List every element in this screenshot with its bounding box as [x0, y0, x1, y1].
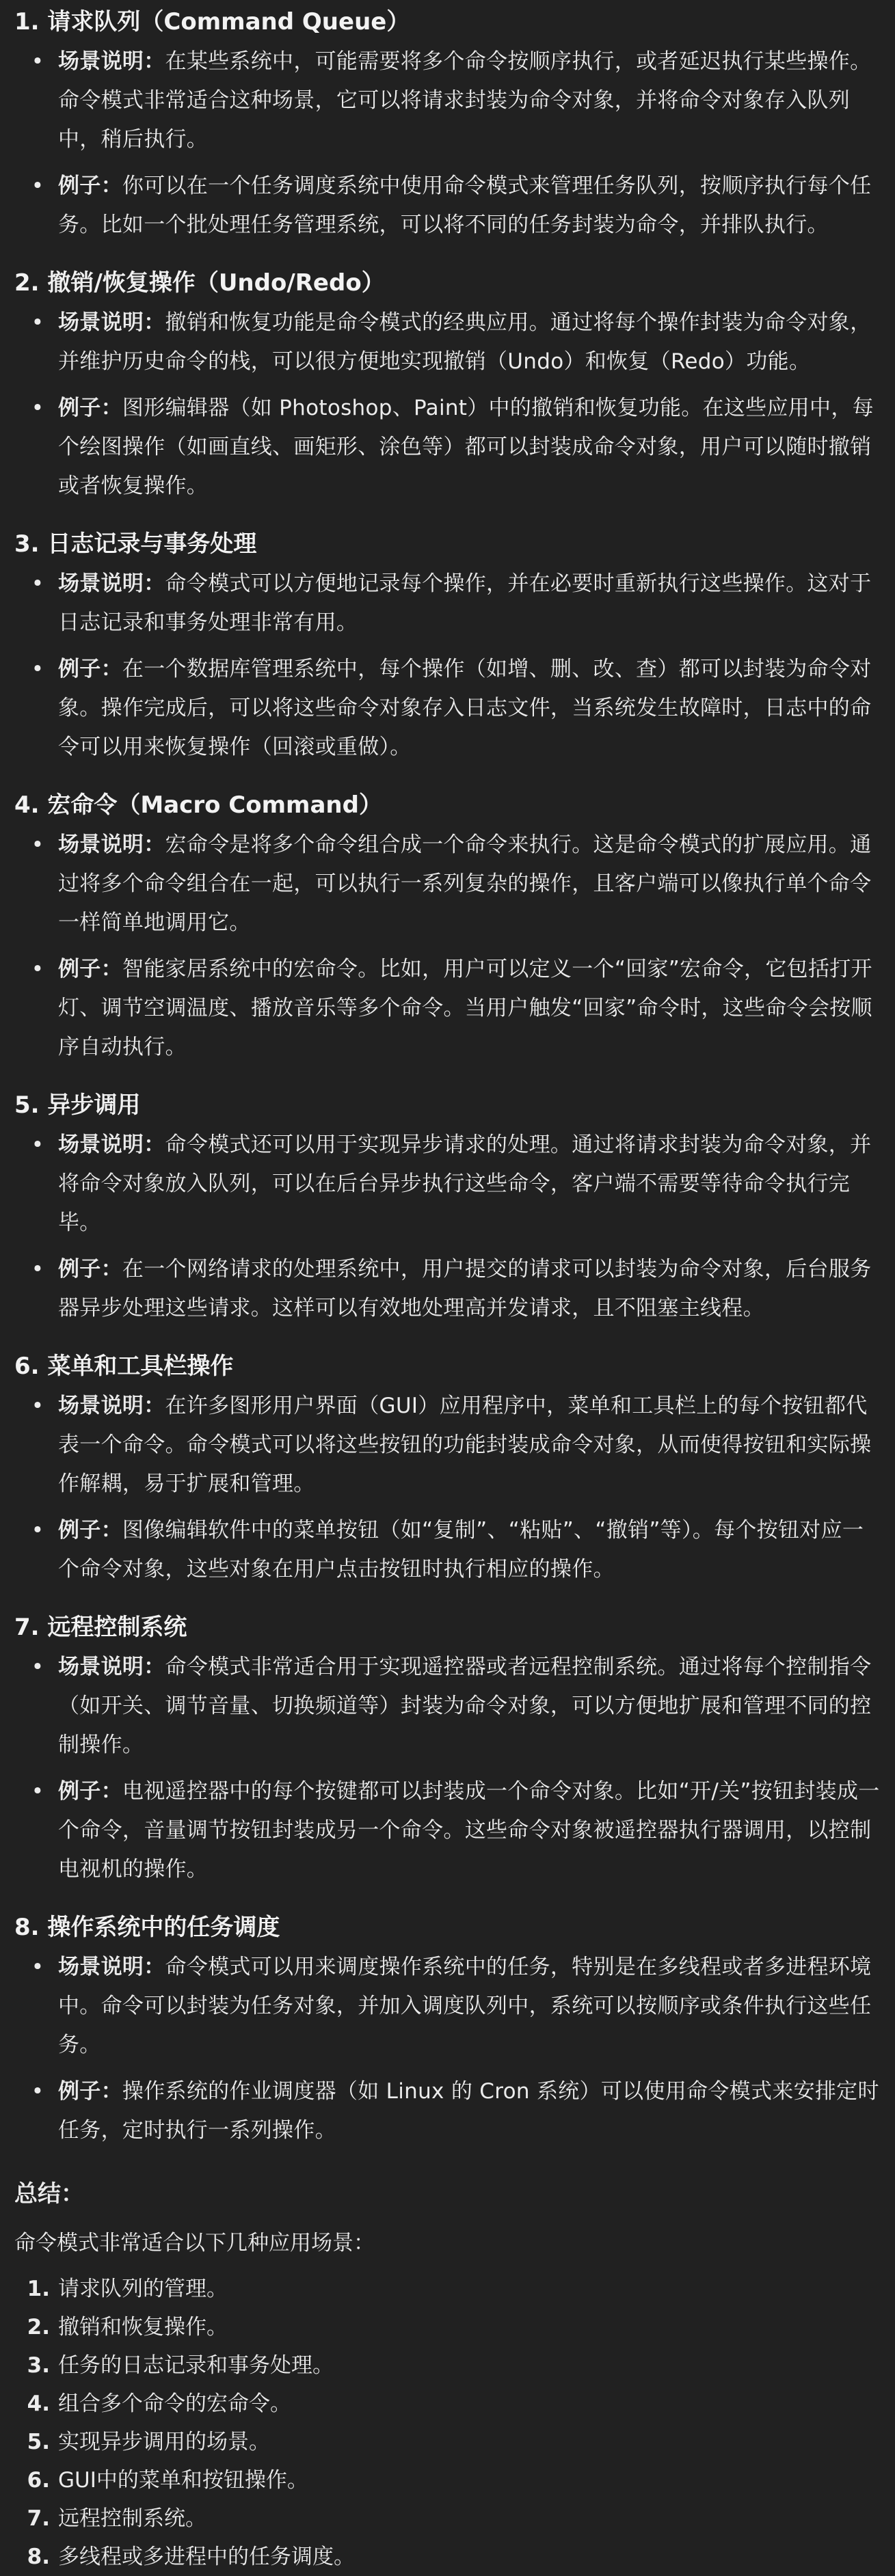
label-separator: ： — [101, 2079, 122, 2104]
item-label: 场景说明 — [58, 571, 144, 596]
item-text: 图形编辑器（如 Photoshop、Paint）中的撤销和恢复功能。在这些应用中，每个绘图操作（如画直线、画矩形、涂色等）都可以封装成命令对象，用户可以随时撤销或者恢复操作。 — [58, 396, 874, 498]
item-number: 5. — [27, 2430, 50, 2454]
section-macro-command — [14, 785, 881, 1067]
item-text: 在一个数据库管理系统中，每个操作（如增、删、改、查）都可以封装为命令对象。操作完成后，可以将这些命令对象存入日志文件，当系统发生故障时，日志中的命令可以用来恢复操作（回滚或重做）。 — [58, 657, 872, 759]
section-undo-redo — [14, 262, 881, 506]
section-menu-toolbar — [14, 1346, 881, 1589]
label-separator: ： — [101, 1257, 122, 1282]
item-text: 你可以在一个任务调度系统中使用命令模式来管理任务队列，按顺序执行每个任务。比如一个批处理任务管理系统，可以将不同的任务封装为命令，并排队执行。 — [58, 174, 872, 237]
label-separator: ： — [101, 957, 122, 981]
section-request-queue — [14, 1, 881, 245]
label-separator: ： — [144, 1955, 165, 1979]
section-logging-transactions — [14, 524, 881, 767]
list-item — [31, 42, 881, 159]
item-text: 命令模式还可以用于实现异步请求的处理。通过将请求封装为命令对象，并将命令对象放入队列，可以在后台异步执行这些命令，客户端不需要等待命令执行完毕。 — [58, 1133, 872, 1235]
item-label: 例子 — [58, 1779, 101, 1804]
bullet-list — [14, 1387, 881, 1589]
summary-item — [27, 2346, 881, 2385]
label-separator: ： — [101, 396, 122, 420]
label-separator: ： — [101, 1779, 122, 1804]
list-item — [31, 826, 881, 943]
bullet-icon: • — [31, 957, 44, 981]
list-item — [31, 2072, 881, 2150]
item-label: 例子 — [58, 657, 101, 681]
item-text: 实现异步调用的场景。 — [58, 2430, 270, 2454]
item-label: 例子 — [58, 396, 101, 420]
bullet-icon: • — [31, 1518, 44, 1543]
list-item — [31, 303, 881, 381]
section-title: 6. 菜单和工具栏操作 — [14, 1353, 234, 1380]
item-text: 图像编辑软件中的菜单按钮（如“复制”、“粘贴”、“撤销”等）。每个按钮对应一个命令对象，这些对象在用户点击按钮时执行相应的操作。 — [58, 1518, 864, 1582]
item-label: 例子 — [58, 957, 101, 981]
section-title: 1. 请求队列（Command Queue） — [14, 8, 410, 36]
item-label: 场景说明 — [58, 1133, 144, 1157]
bullet-icon: • — [31, 1655, 44, 1679]
bullet-icon: • — [31, 49, 44, 74]
item-text: 命令模式可以方便地记录每个操作，并在必要时重新执行这些操作。这对于日志记录和事务处理非常有用。 — [58, 571, 872, 635]
label-separator: ： — [144, 1655, 165, 1679]
label-separator: ： — [101, 657, 122, 681]
item-text: 在一个网络请求的处理系统中，用户提交的请求可以封装为命令对象，后台服务器异步处理这些请求。这样可以有效地处理高并发请求，且不阻塞主线程。 — [58, 1257, 872, 1320]
summary-item — [27, 2538, 881, 2576]
label-separator: ： — [144, 49, 165, 74]
summary-item — [27, 2270, 881, 2308]
item-label: 例子 — [58, 2079, 101, 2104]
summary-item — [27, 2461, 881, 2499]
section-title: 3. 日志记录与事务处理 — [14, 530, 257, 558]
item-label: 例子 — [58, 1518, 101, 1543]
item-text: 在许多图形用户界面（GUI）应用程序中，菜单和工具栏上的每个按钮都代表一个命令。命令模式可以将这些按钮的功能封装成命令对象，从而使得按钮和实际操作解耦，易于扩展和管理。 — [58, 1394, 872, 1496]
summary-item — [27, 2308, 881, 2346]
item-text: 请求队列的管理。 — [58, 2277, 228, 2301]
list-item — [31, 1648, 881, 1765]
item-text: 组合多个命令的宏命令。 — [58, 2391, 291, 2416]
label-separator: ： — [144, 832, 165, 857]
bullet-icon: • — [31, 1394, 44, 1418]
summary-item — [27, 2385, 881, 2423]
bullet-list — [14, 42, 881, 245]
item-text: 任务的日志记录和事务处理。 — [58, 2353, 334, 2378]
section-title: 5. 异步调用 — [14, 1092, 141, 1119]
bullet-icon: • — [31, 571, 44, 596]
list-item — [31, 1250, 881, 1328]
list-item — [31, 1387, 881, 1504]
bullet-icon: • — [31, 174, 44, 198]
item-label: 场景说明 — [58, 1955, 144, 1979]
bullet-list — [14, 826, 881, 1067]
bullet-icon: • — [31, 1955, 44, 1979]
item-text: 撤销和恢复操作。 — [58, 2315, 228, 2340]
item-number: 7. — [27, 2506, 50, 2531]
bullet-icon: • — [31, 1133, 44, 1157]
item-text: 多线程或多进程中的任务调度。 — [58, 2545, 355, 2569]
list-item — [31, 565, 881, 642]
item-text: 宏命令是将多个命令组合成一个命令来执行。这是命令模式的扩展应用。通过将多个命令组合在一起，可以执行一系列复杂的操作，且客户端可以像执行单个命令一样简单地调用它。 — [58, 832, 872, 935]
bullet-icon: • — [31, 310, 44, 335]
list-item — [31, 1126, 881, 1243]
section-title: 7. 远程控制系统 — [14, 1614, 187, 1641]
label-separator: ： — [144, 310, 165, 335]
list-item — [31, 1948, 881, 2065]
bullet-icon: • — [31, 657, 44, 681]
summary-title: 总结： — [14, 2180, 84, 2208]
bullet-icon: • — [31, 396, 44, 420]
item-label: 场景说明 — [58, 49, 144, 74]
bullet-list — [14, 303, 881, 506]
bullet-list — [14, 565, 881, 767]
summary-list — [14, 2270, 881, 2576]
item-text: 操作系统的作业调度器（如 Linux 的 Cron 系统）可以使用命令模式来安排定时任务，定时执行一系列操作。 — [58, 2079, 879, 2143]
summary-item — [27, 2423, 881, 2461]
item-label: 场景说明 — [58, 1655, 144, 1679]
bullet-icon: • — [31, 832, 44, 857]
label-separator: ： — [101, 1518, 122, 1543]
section-title: 2. 撤销/恢复操作（Undo/Redo） — [14, 269, 385, 297]
section-remote-control — [14, 1607, 881, 1889]
item-text: 远程控制系统。 — [58, 2506, 206, 2531]
item-label: 例子 — [58, 174, 101, 198]
bullet-list — [14, 1648, 881, 1889]
label-separator: ： — [144, 1133, 165, 1157]
item-label: 场景说明 — [58, 310, 144, 335]
item-number: 4. — [27, 2391, 50, 2416]
label-separator: ： — [101, 174, 122, 198]
item-text: 撤销和恢复功能是命令模式的经典应用。通过将每个操作封装为命令对象，并维护历史命令的栈，可以很方便地实现撤销（Undo）和恢复（Redo）功能。 — [58, 310, 872, 374]
item-text: GUI中的菜单和按钮操作。 — [58, 2468, 308, 2493]
item-label: 场景说明 — [58, 832, 144, 857]
section-async-call — [14, 1085, 881, 1328]
item-text: 智能家居系统中的宏命令。比如，用户可以定义一个“回家”宏命令，它包括打开灯、调节空调温度、播放音乐等多个命令。当用户触发“回家”命令时，这些命令会按顺序自动执行。 — [58, 957, 872, 1059]
list-item — [31, 1511, 881, 1589]
item-number: 8. — [27, 2545, 50, 2569]
section-title: 8. 操作系统中的任务调度 — [14, 1914, 280, 1941]
item-text: 在某些系统中，可能需要将多个命令按顺序执行，或者延迟执行某些操作。命令模式非常适合这种场景，它可以将请求封装为命令对象，并将命令对象存入队列中，稍后执行。 — [58, 49, 872, 152]
item-text: 命令模式可以用来调度操作系统中的任务，特别是在多线程或者多进程环境中。命令可以封装为任务对象，并加入调度队列中，系统可以按顺序或条件执行这些任务。 — [58, 1955, 872, 2057]
summary-intro: 命令模式非常适合以下几种应用场景： — [14, 2231, 375, 2255]
list-item — [31, 1772, 881, 1889]
list-item — [31, 167, 881, 245]
bullet-list — [14, 1126, 881, 1328]
list-item — [31, 650, 881, 767]
bullet-list — [14, 1948, 881, 2150]
item-number: 3. — [27, 2353, 50, 2378]
bullet-icon: • — [31, 1257, 44, 1282]
bullet-icon: • — [31, 1779, 44, 1804]
list-item — [31, 950, 881, 1067]
summary-section — [14, 2173, 881, 2576]
bullet-icon: • — [31, 2079, 44, 2104]
item-number: 2. — [27, 2315, 50, 2340]
item-label: 例子 — [58, 1257, 101, 1282]
label-separator: ： — [144, 571, 165, 596]
label-separator: ： — [144, 1394, 165, 1418]
item-number: 6. — [27, 2468, 50, 2493]
item-text: 电视遥控器中的每个按键都可以封装成一个命令对象。比如“开/关”按钮封装成一个命令，音量调节按钮封装成另一个命令。这些命令对象被遥控器执行器调用，以控制电视机的操作。 — [58, 1779, 880, 1882]
item-text: 命令模式非常适合用于实现遥控器或者远程控制系统。通过将每个控制指令（如开关、调节音量、切换频道等）封装为命令对象，可以方便地扩展和管理不同的控制操作。 — [58, 1655, 872, 1757]
section-title: 4. 宏命令（Macro Command） — [14, 791, 382, 819]
list-item — [31, 389, 881, 506]
item-number: 1. — [27, 2277, 50, 2301]
section-os-scheduling — [14, 1907, 881, 2150]
summary-item — [27, 2499, 881, 2538]
item-label: 场景说明 — [58, 1394, 144, 1418]
